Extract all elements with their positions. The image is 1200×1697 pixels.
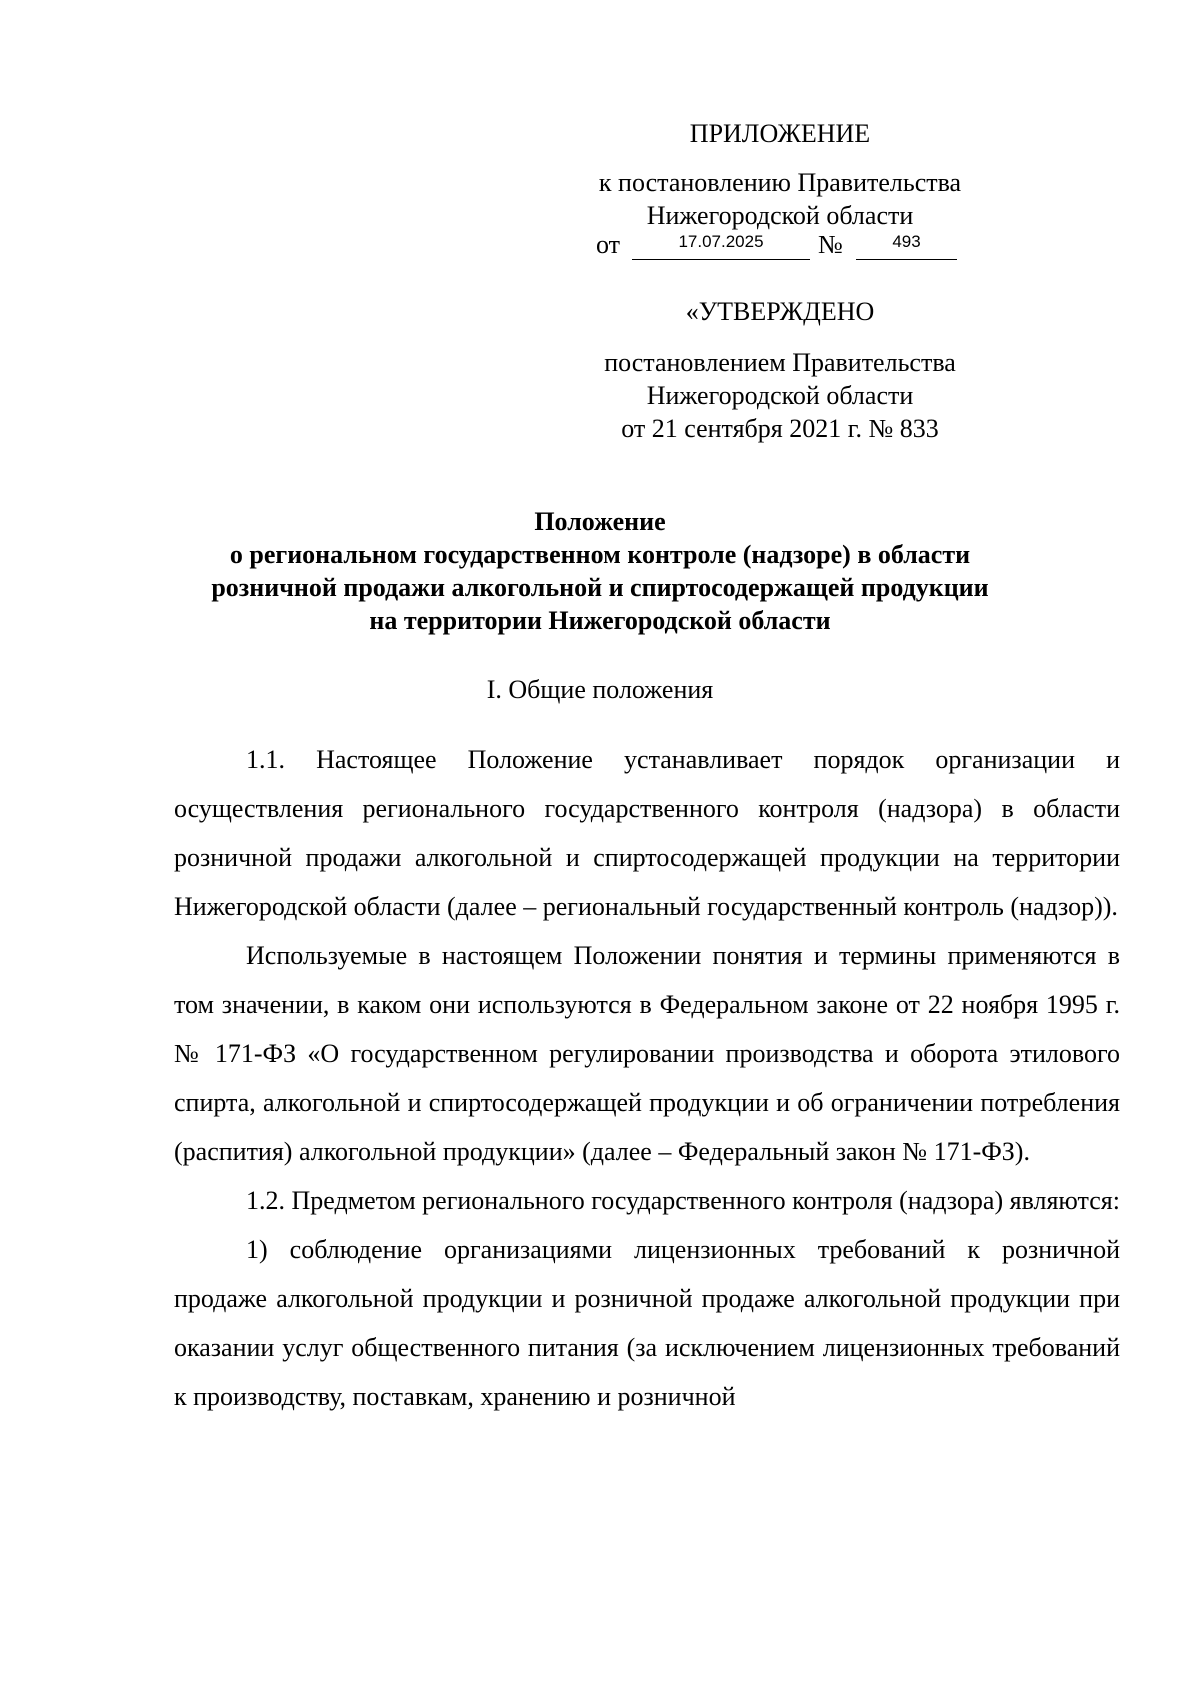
approval-reference-line: Нижегородской области [646, 381, 914, 410]
decree-date-field: 17.07.2025 [632, 229, 810, 260]
body-paragraph: 1) соблюдение организациями лицензионных требований к розничной продаже алкогольной продукции и розничной продаже алкогольной продукции при оказании услуг общественного питания (за исключением лицензионных требований к производству, поставкам, хранению и розничной [174, 1235, 1120, 1411]
decree-prefix: от [596, 230, 621, 259]
annex-reference-line: к постановлению Правительства [598, 168, 962, 197]
decree-number-field: 493 [856, 229, 957, 260]
document-title-line: Положение [534, 507, 666, 536]
document-title [170, 505, 1030, 637]
document-body [174, 735, 1120, 1421]
decree-number-sign: № [818, 230, 843, 259]
body-paragraph: Используемые в настоящем Положении понятия и термины применяются в том значении, в каком они используются в Федеральном законе от 22 ноября 1995 г. № 171-ФЗ «О государственном регулировании производства и оборота этилового спирта, алкогольной и спиртосодержащей продукции и об ограничении потребления (распития) алкогольной продукции» (далее – Федеральный закон № 171-ФЗ). [174, 941, 1120, 1166]
approval-label: «УТВЕРЖДЕНО [685, 297, 875, 326]
approval-reference-line: от 21 сентября 2021 г. № 833 [621, 414, 939, 443]
body-paragraph: 1.2. Предметом регионального государственного контроля (надзора) являются: [246, 1186, 1120, 1215]
annex-reference [560, 166, 1000, 232]
document-title-line: на территории Нижегородской области [369, 606, 831, 635]
document-title-line: о региональном государственном контроле (надзоре) в области [229, 540, 971, 569]
approval-reference-line: постановлением Правительства [604, 348, 956, 377]
annex-title: ПРИЛОЖЕНИЕ [689, 119, 871, 148]
body-paragraph: 1.1. Настоящее Положение устанавливает порядок организации и осуществления регионального государственного контроля (надзора) в области розничной продажи алкогольной и спиртосодержащей продукции на территории Нижегородской области (далее – региональный государственный контроль (надзор)). [174, 745, 1120, 921]
document-title-line: розничной продажи алкогольной и спиртосодержащей продукции [211, 573, 989, 602]
decree-date-number-line [596, 230, 996, 264]
annex-reference-line: Нижегородской области [646, 201, 914, 230]
approval-reference [560, 346, 1000, 445]
section-heading: I. Общие положения [486, 675, 714, 704]
